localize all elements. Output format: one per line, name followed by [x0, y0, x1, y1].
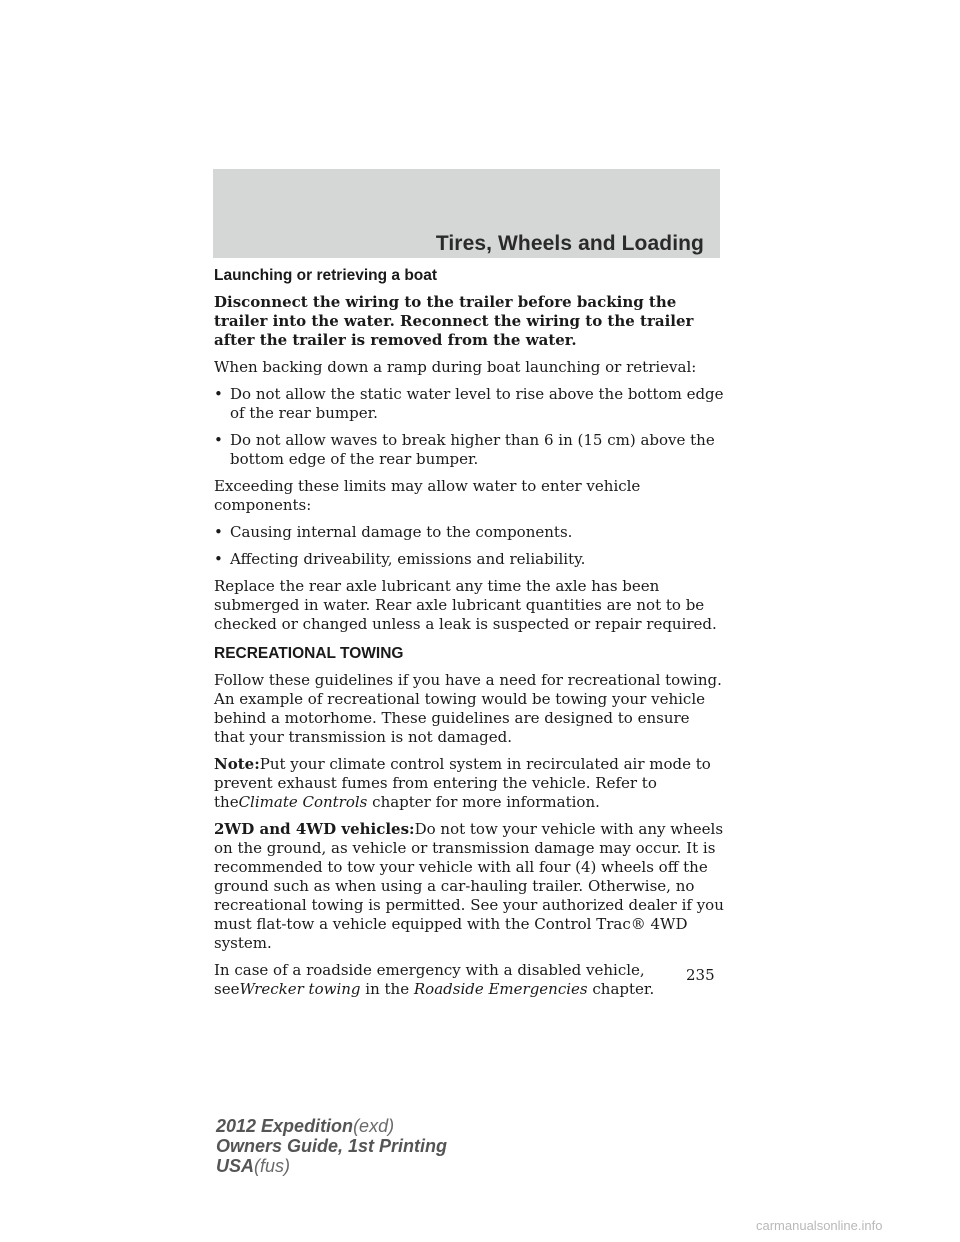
wd-label: 2WD and 4WD vehicles:	[214, 820, 415, 838]
page-content	[214, 266, 724, 1007]
chapter-header-band	[213, 169, 720, 258]
page-number: 235	[686, 966, 715, 984]
ramp-bullet-list	[214, 385, 724, 469]
list-item: • Do not allow waves to break higher than 6 in (15 cm) above the bottom edge of the rear bumper.	[214, 431, 715, 468]
recreational-intro: Follow these guidelines if you have a need for recreational towing. An example of recreational towing would be towing your vehicle behind a motorhome. These guidelines are designed to ensure that your transmission is not damaged.	[214, 671, 722, 746]
list-item: • Causing internal damage to the components.	[214, 523, 573, 541]
exceeding-text: Exceeding these limits may allow water to enter vehicle components:	[214, 477, 641, 514]
wrecker-towing-ref: Wrecker towing	[239, 980, 361, 998]
climate-controls-ref: Climate Controls	[238, 793, 368, 811]
roadside-emergencies-ref: Roadside Emergencies	[413, 980, 588, 998]
footer-imprint	[216, 1116, 447, 1176]
launching-heading: Launching or retrieving a boat	[214, 267, 438, 284]
recreational-towing-heading: RECREATIONAL TOWING	[214, 645, 404, 662]
footer-line-2: Owners Guide, 1st Printing	[216, 1136, 448, 1156]
emergency-paragraph: In case of a roadside emergency with a disabled vehicle, seeWrecker towing in the Roadside Emergencies chapter.	[214, 961, 655, 998]
wd-paragraph: 2WD and 4WD vehicles:Do not tow your vehicle with any wheels on the ground, as vehicle or transmission damage may occur. It is recommended to tow your vehicle with all four (4) wheels off the ground such as when using a car-hauling trailer. Otherwise, no recreational towing is permitted. See your authorized dealer if you must flat-tow a vehicle equipped with the Control Trac® 4WD system.	[214, 820, 724, 952]
note-label: Note:	[214, 755, 260, 773]
replace-lubricant-text: Replace the rear axle lubricant any time the axle has been submerged in water. Rear axle lubricant quantities are not to be checked or changed unless a leak is suspected or repair required.	[214, 577, 717, 633]
component-bullet-list	[214, 523, 724, 569]
launching-warning: Disconnect the wiring to the trailer before backing the trailer into the water. Reconnect the wiring to the trailer after the trailer is removed from the water.	[214, 293, 694, 349]
list-item: • Affecting driveability, emissions and reliability.	[214, 550, 586, 568]
watermark: carmanualsonline.info	[756, 1218, 883, 1233]
note-paragraph: Note:Put your climate control system in recirculated air mode to prevent exhaust fumes from entering the vehicle. Refer to theClimate Controls chapter for more information.	[214, 755, 711, 811]
list-item: • Do not allow the static water level to rise above the bottom edge of the rear bumper.	[214, 385, 724, 422]
footer-line-3: USA(fus)	[216, 1156, 291, 1176]
chapter-title: Tires, Wheels and Loading	[435, 232, 704, 255]
launching-intro: When backing down a ramp during boat launching or retrieval:	[214, 358, 697, 376]
footer-line-1: 2012 Expedition(exd)	[216, 1116, 395, 1136]
